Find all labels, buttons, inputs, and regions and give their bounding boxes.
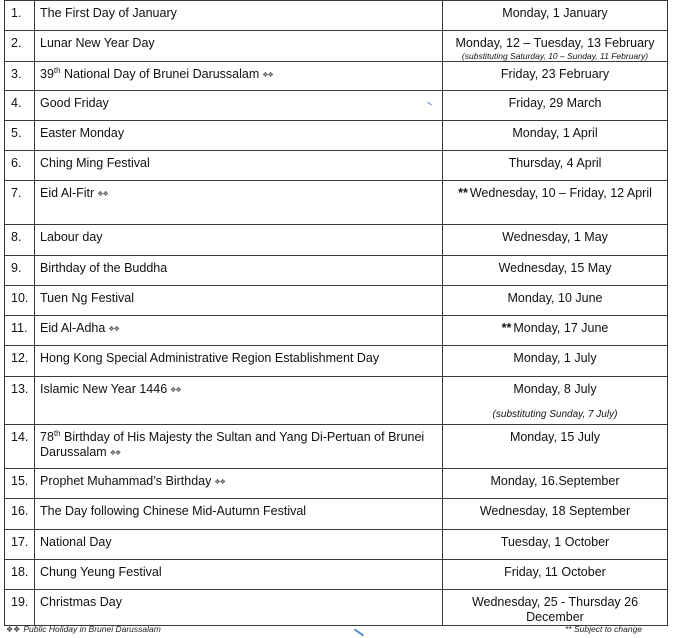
holiday-name	[35, 91, 443, 121]
brunei-holiday-marker-icon: ❖❖	[108, 326, 119, 333]
holiday-name	[35, 181, 443, 225]
holiday-name	[35, 499, 443, 530]
holiday-number: 14.	[5, 425, 35, 469]
holiday-name-text: Lunar New Year Day	[40, 36, 155, 50]
holiday-name-text: Islamic New Year 1446	[40, 382, 168, 396]
holiday-date-text: Wednesday, 10 – Friday, 12 April	[469, 186, 652, 200]
substitution-note: (substituting Sunday, 7 July)	[492, 409, 618, 420]
holiday-date	[443, 256, 668, 286]
holiday-row	[5, 225, 668, 256]
holiday-date-text: Friday, 23 February	[500, 67, 610, 81]
holiday-row	[5, 425, 668, 469]
holiday-date	[443, 560, 668, 590]
holiday-date-text: Monday, 17 June	[513, 321, 609, 335]
holiday-table-body	[5, 1, 668, 626]
holiday-name-text: The Day following Chinese Mid-Autumn Festival	[40, 504, 307, 518]
holiday-date	[443, 499, 668, 530]
holiday-date	[443, 151, 668, 181]
holiday-date-text: Monday, 1 July	[513, 351, 597, 365]
holiday-date-text: Tuesday, 1 October	[500, 535, 610, 549]
holiday-row	[5, 469, 668, 499]
holiday-name-text: Ching Ming Festival	[40, 156, 150, 170]
brunei-holiday-marker-icon: ❖❖	[97, 191, 108, 198]
holiday-date	[443, 425, 668, 469]
holiday-date-text: Friday, 29 March	[508, 96, 602, 110]
holiday-name	[35, 121, 443, 151]
holiday-date	[443, 346, 668, 377]
holiday-number: 3.	[5, 62, 35, 91]
brunei-holiday-marker-icon: ❖❖	[109, 450, 121, 457]
holiday-row	[5, 499, 668, 530]
holiday-date-text: Wednesday, 25 - Thursday 26 December	[471, 595, 639, 624]
holiday-date	[443, 469, 668, 499]
holiday-row	[5, 1, 668, 31]
holiday-name	[35, 256, 443, 286]
holiday-name-text: Birthday of His Majesty the Sultan and Yang Di-Pertuan of Brunei Darussalam	[40, 430, 425, 459]
holiday-name	[35, 1, 443, 31]
holiday-number: 1.	[5, 1, 35, 31]
holiday-date	[443, 316, 668, 346]
holiday-date-text: Friday, 11 October	[504, 565, 606, 579]
brunei-holiday-marker-icon: ❖❖	[170, 387, 181, 394]
holiday-name-ordinal: 39	[40, 67, 54, 81]
subject-to-change-asterisk: **	[501, 321, 512, 335]
holiday-number: 11.	[5, 316, 35, 346]
holiday-date-text: Wednesday, 18 September	[479, 504, 631, 518]
holiday-name-text: National Day	[40, 535, 112, 549]
brunei-holiday-marker-icon: ❖❖	[214, 479, 225, 486]
holiday-name	[35, 425, 443, 469]
holiday-number: 13.	[5, 377, 35, 425]
public-holiday-marker-icon: ❖❖	[6, 625, 21, 634]
holiday-name-text: Chung Yeung Festival	[40, 565, 162, 579]
holiday-row	[5, 256, 668, 286]
holiday-date	[443, 530, 668, 560]
holiday-number: 2.	[5, 31, 35, 62]
holiday-number: 4.	[5, 91, 35, 121]
holiday-name	[35, 590, 443, 626]
holiday-date-text: Monday, 15 July	[509, 430, 601, 444]
holiday-date-text: Wednesday, 1 May	[502, 230, 608, 244]
holiday-name	[35, 151, 443, 181]
holiday-name-text: Christmas Day	[40, 595, 122, 609]
holiday-date-text: Monday, 8 July	[513, 382, 597, 396]
holiday-name-text: Birthday of the Buddha	[40, 261, 168, 275]
holiday-row	[5, 316, 668, 346]
substitution-note: (substituting Saturday, 10 – Sunday, 11 February)	[461, 51, 649, 61]
holiday-name-text: Tuen Ng Festival	[40, 291, 135, 305]
holiday-row	[5, 560, 668, 590]
public-holiday-note-text: Public Holiday in Brunei Darussalam	[23, 624, 161, 634]
holiday-name	[35, 469, 443, 499]
holiday-date-text: Monday, 1 January	[502, 6, 608, 20]
holiday-row	[5, 151, 668, 181]
holiday-date	[443, 286, 668, 316]
holiday-row	[5, 121, 668, 151]
footer-subject-to-change-note: ** Subject to change	[565, 624, 643, 634]
holiday-number: 19.	[5, 590, 35, 626]
holiday-number: 10.	[5, 286, 35, 316]
holiday-number: 17.	[5, 530, 35, 560]
holiday-number: 12.	[5, 346, 35, 377]
holiday-number: 9.	[5, 256, 35, 286]
holiday-name	[35, 62, 443, 91]
holiday-date	[443, 377, 668, 425]
public-holiday-table	[4, 0, 668, 626]
holiday-name-ordinal: 78	[40, 430, 54, 444]
holiday-row	[5, 377, 668, 425]
holiday-name	[35, 225, 443, 256]
holiday-name	[35, 530, 443, 560]
holiday-row	[5, 530, 668, 560]
holiday-date-text: Wednesday, 15 May	[498, 261, 612, 275]
holiday-date	[443, 1, 668, 31]
holiday-row	[5, 181, 668, 225]
holiday-number: 5.	[5, 121, 35, 151]
holiday-date-text: Monday, 12 – Tuesday, 13 February	[455, 36, 655, 50]
holiday-date-text: Monday, 16.September	[490, 474, 620, 488]
holiday-date-text: Thursday, 4 April	[508, 156, 602, 170]
holiday-row	[5, 590, 668, 626]
holiday-number: 6.	[5, 151, 35, 181]
holiday-number: 16.	[5, 499, 35, 530]
holiday-name	[35, 286, 443, 316]
holiday-name-text: Eid Al-Adha	[40, 321, 106, 335]
holiday-name-ordinal-suffix: th	[53, 65, 61, 75]
holiday-row	[5, 91, 668, 121]
holiday-name-text: Good Friday	[40, 96, 109, 110]
holiday-row	[5, 286, 668, 316]
holiday-number: 7.	[5, 181, 35, 225]
holiday-date-text: Monday, 10 June	[507, 291, 603, 305]
holiday-date	[443, 121, 668, 151]
holiday-row	[5, 31, 668, 62]
subject-to-change-asterisk: **	[458, 186, 468, 200]
holiday-name-ordinal-suffix: th	[53, 428, 61, 438]
holiday-name-text: Labour day	[40, 230, 103, 244]
holiday-date	[443, 590, 668, 626]
holiday-date-text: Monday, 1 April	[512, 126, 598, 140]
holiday-name-text: Eid Al-Fitr	[40, 186, 95, 200]
holiday-name	[35, 31, 443, 62]
holiday-name	[35, 316, 443, 346]
holiday-date	[443, 62, 668, 91]
holiday-name	[35, 346, 443, 377]
holiday-date	[443, 31, 668, 62]
holiday-number: 8.	[5, 225, 35, 256]
holiday-name-text: Easter Monday	[40, 126, 125, 140]
holiday-number: 15.	[5, 469, 35, 499]
holiday-name-text: The First Day of January	[40, 6, 177, 20]
holiday-date	[443, 91, 668, 121]
holiday-number: 18.	[5, 560, 35, 590]
holiday-name	[35, 377, 443, 425]
holiday-row	[5, 62, 668, 91]
scan-mark	[354, 629, 364, 637]
holiday-row	[5, 346, 668, 377]
holiday-date	[443, 181, 668, 225]
holiday-name-text: Hong Kong Special Administrative Region Establishment Day	[40, 351, 380, 365]
holiday-date	[443, 225, 668, 256]
holiday-name-text: National Day of Brunei Darussalam	[60, 67, 260, 81]
holiday-name	[35, 560, 443, 590]
footer-public-holiday-note	[6, 624, 161, 634]
brunei-holiday-marker-icon: ❖❖	[262, 72, 273, 79]
holiday-name-text: Prophet Muhammad’s Birthday	[40, 474, 212, 488]
